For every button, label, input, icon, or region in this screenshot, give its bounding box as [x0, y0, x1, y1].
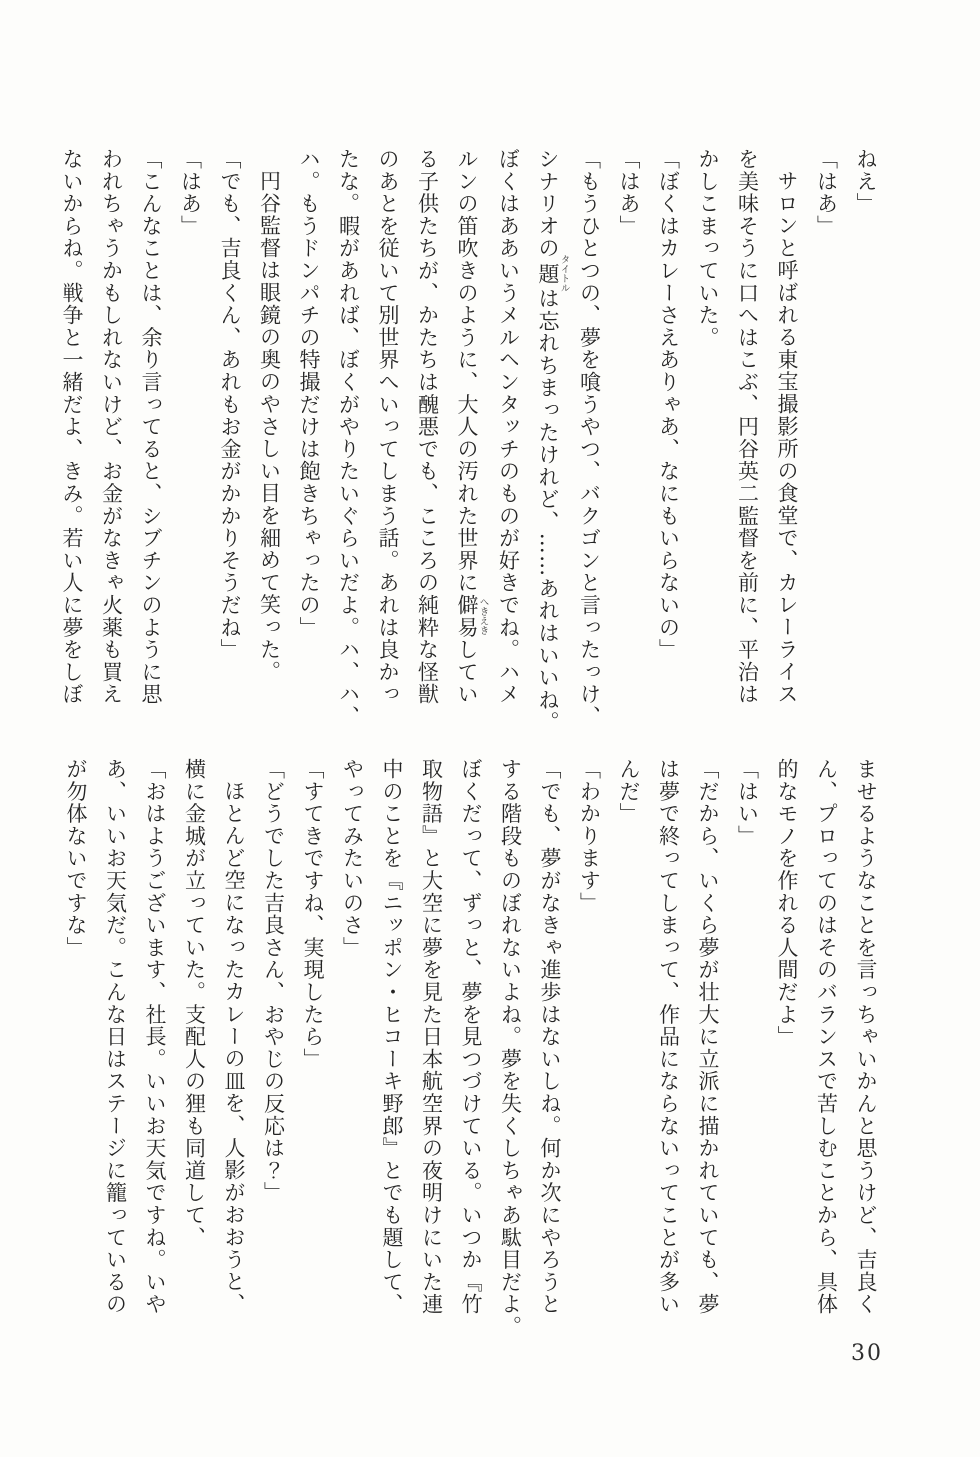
- text-line: 「どうでした吉良さん、おやじの反応は？」: [261, 758, 286, 1204]
- text-line: サロンと呼ばれる東宝撮影所の食堂で、カレーライス: [775, 170, 799, 706]
- furigana-ruby: 題タイトル: [536, 254, 570, 293]
- text-line: ハ。もうドンパチの特撮だけは飽きちゃったの」: [297, 148, 321, 639]
- text-line: 「もうひとつの、夢を喰うやつ、バクゴンと言ったっけ、: [577, 148, 602, 728]
- text-line: 中のことを『ニッポン・ヒコーキ野郎』とでも題して、: [380, 758, 404, 1316]
- text-block-bottom: [56, 758, 886, 1342]
- text-line: 横に金城が立っていた。支配人の狸も同道して、: [182, 758, 207, 1249]
- text-line: のあとを従いて別世界へいってしまう話。あれは良かっ: [376, 148, 400, 706]
- text-line: たな。暇があれば、ぼくがやりたいぐらいだよ。ハ、ハ、: [336, 148, 361, 728]
- text-line: ん、プロってのはそのバランスで苦しむことから、具体: [814, 758, 839, 1316]
- furigana-ruby: 僻易へきえき: [455, 594, 489, 639]
- text-line: 「だから、いくら夢が壮大に立派に描かれていても、夢: [696, 758, 720, 1316]
- text-line: 「わかります」: [577, 758, 602, 915]
- text-line: る子供たちが、かたちは醜悪でも、こころの純粋な怪獣: [415, 148, 440, 706]
- text-line: ないからね。戦争と一緒だよ、きみ。若い人に夢をしぼ: [60, 148, 84, 706]
- text-line: 「はあ」: [178, 148, 203, 238]
- text-line: ぼくはああいうメルヘンタッチのものが好きでね。ハメ: [496, 148, 521, 706]
- text-line: 的なモノを作れる人間だよ」: [775, 758, 799, 1048]
- page-number: 30: [851, 1341, 883, 1366]
- text-line: シナリオの題タイトルは忘れちまったけれど、……あれはいいね。: [536, 148, 570, 734]
- text-line: ほとんど空になったカレーの皿を、人影がおおうと、: [222, 780, 246, 1316]
- text-line: 「でも、夢がなきゃ進歩はないしね。何か次にやろうと: [538, 758, 562, 1316]
- text-line: 「はあ」: [617, 148, 641, 238]
- text-line: あ、いいお天気だ。こんな日はステージに籠っているの: [103, 758, 128, 1316]
- text-line: は夢で終ってしまって、作品にならないってことが多い: [656, 758, 681, 1316]
- text-line: が勿体ないですな」: [64, 758, 88, 959]
- text-line: ルンの笛吹きのように、大人の汚れた世界に僻易へきえきしてい: [455, 148, 489, 706]
- text-line: する階段ものぼれないよね。夢を失くしちゃあ駄目だよ。: [498, 758, 523, 1338]
- text-line: 「はあ」: [814, 148, 839, 238]
- text-line: 「おはようございます、社長。いいお天気ですね。いや: [143, 758, 167, 1316]
- text-line: われちゃうかもしれないけど、お金がなきゃ火薬も買え: [99, 148, 124, 706]
- text-line: 「すてきですね、実現したら」: [301, 758, 325, 1071]
- text-line: ねえ」: [854, 148, 878, 215]
- text-block-top: [52, 148, 886, 732]
- text-line: 「こんなことは、余り言ってると、シブチンのように思: [139, 148, 163, 706]
- text-line: かしこまっていた。: [696, 148, 720, 349]
- text-line: んだ」: [617, 758, 641, 825]
- text-line: 取物語』と大空に夢を見た日本航空界の夜明けにいた連: [419, 758, 444, 1316]
- text-line: 「でも、吉良くん、あれもお金がかかりそうだね」: [218, 148, 242, 661]
- text-line: ませるようなことを言っちゃいかんと思うけど、吉良く: [854, 758, 878, 1316]
- text-line: 「はい」: [735, 758, 760, 848]
- text-line: 円谷監督は眼鏡の奥のやさしい目を細めて笑った。: [257, 170, 282, 684]
- text-line: を美味そうに口へはこぶ、円谷英二監督を前に、平治は: [735, 148, 760, 706]
- text-line: ぼくだって、ずっと、夢を見つづけている。いつか『竹: [459, 758, 483, 1316]
- text-line: 「ぼくはカレーさえありゃあ、なにもいらないの」: [656, 148, 681, 661]
- text-line: やってみたいのさ」: [340, 758, 365, 959]
